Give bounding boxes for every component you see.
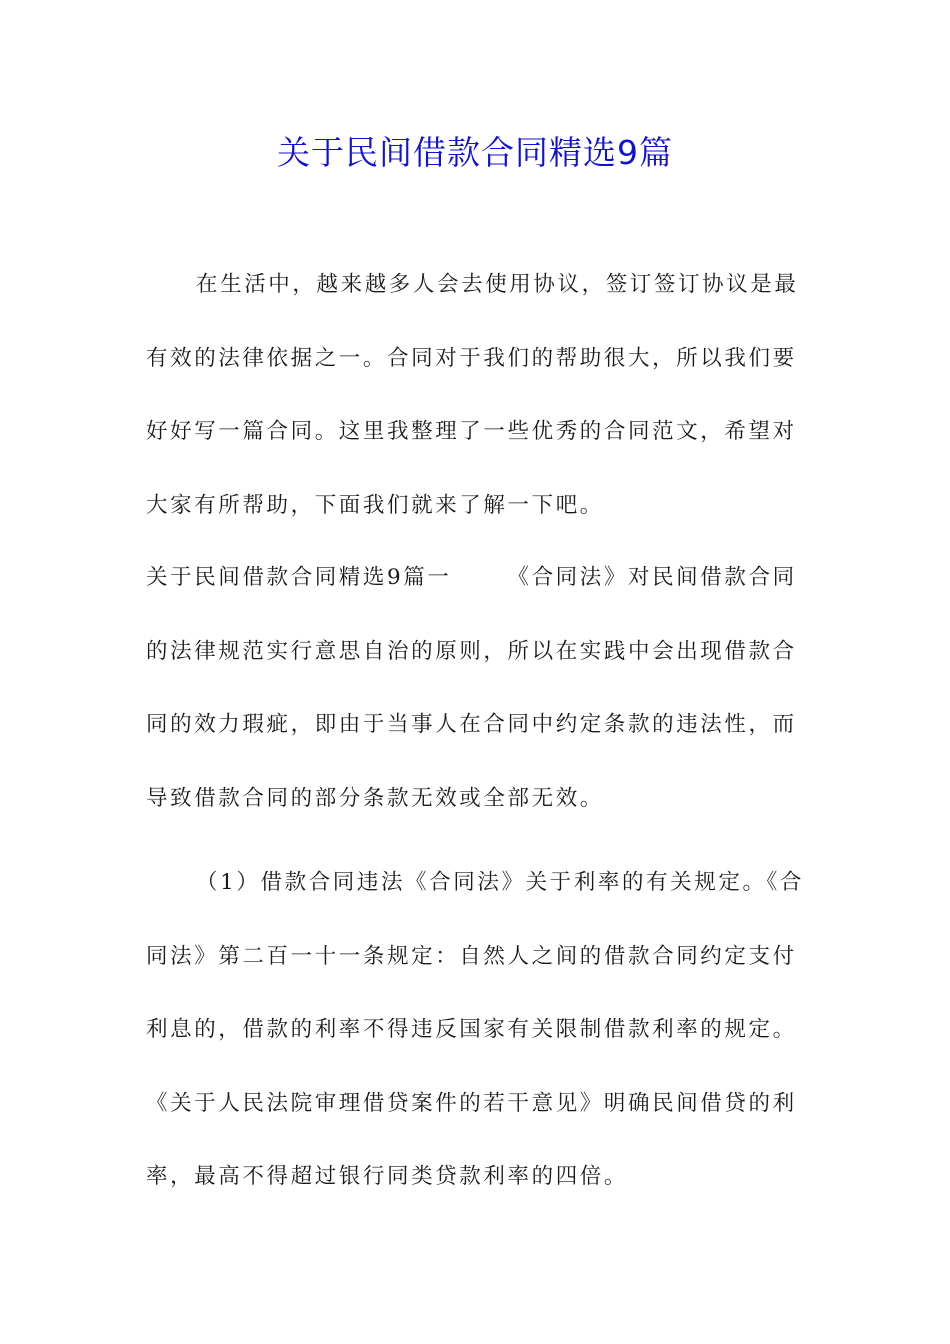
document-title: 关于民间借款合同精选9篇 — [277, 133, 673, 172]
section-first-line — [146, 541, 806, 615]
clause-line: （1）借款合同违法《合同法》关于利率的有关规定。《合 — [196, 870, 805, 895]
intro-line: 好好写一篇合同。这里我整理了一些优秀的合同范文，希望对 — [146, 419, 797, 444]
clause-line: 同法》第二百一十一条规定：自然人之间的借款合同约定支付 — [146, 943, 797, 969]
clause-line: 《关于人民法院审理借贷案件的若干意见》明确民间借贷的利 — [146, 1090, 797, 1116]
clause-line: 利息的，借款的利率不得违反国家有关限制借款利率的规定。 — [146, 1017, 797, 1042]
clause-line: 率，最高不得超过银行同类贷款利率的四倍。 — [146, 1164, 629, 1189]
section-line: 同的效力瑕疵，即由于当事人在合同中约定条款的违法性，而 — [146, 712, 797, 737]
section-line: 的法律规范实行意思自治的原则，所以在实践中会出现借款合 — [146, 638, 797, 664]
intro-line: 在生活中，越来越多人会去使用协议，签订签订协议是最 — [196, 272, 799, 297]
section-heading: 关于民间借款合同精选9篇一 — [146, 565, 452, 590]
section-paragraph — [146, 541, 806, 835]
section-line: 导致借款合同的部分条款无效或全部无效。 — [146, 785, 604, 811]
clause-paragraph — [146, 846, 806, 1214]
section-line: 《合同法》对民间借款合同 — [507, 565, 797, 590]
intro-line: 有效的法律依据之一。合同对于我们的帮助很大，所以我们要 — [146, 345, 797, 371]
intro-paragraph — [146, 248, 806, 542]
intro-line: 大家有所帮助，下面我们就来了解一下吧。 — [146, 492, 604, 518]
